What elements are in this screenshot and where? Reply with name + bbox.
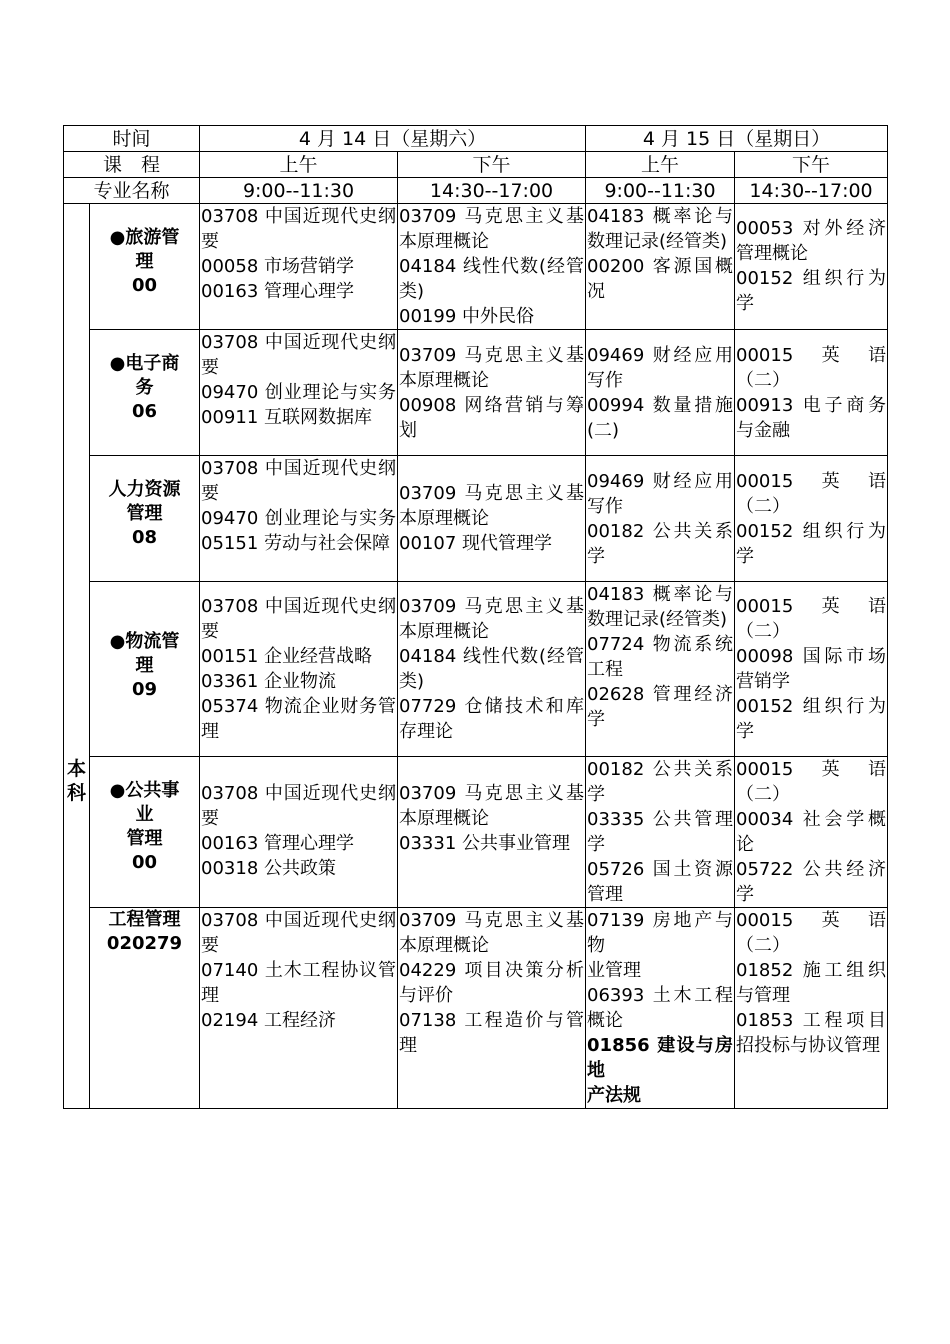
major-name <box>90 330 200 456</box>
cell-text: 03709 马克思主义基本原理概论 <box>399 783 585 829</box>
cell-text: 00015 英 语（二） <box>736 910 887 956</box>
level-cell <box>64 204 90 1109</box>
cell-text: 03708 中国近现代史纲要 <box>201 332 397 378</box>
day2-header: 4 月 15 日（星期日） <box>586 126 888 152</box>
cell-text: 00994 数量措施(二) <box>587 394 734 441</box>
major-label: 专业名称 <box>64 178 200 204</box>
course-cell <box>398 908 586 1109</box>
cell-text: 00 <box>131 852 158 873</box>
cell-text: 06393 土木工程概论 <box>587 985 734 1031</box>
course-cell <box>200 204 398 330</box>
table-row <box>64 582 888 757</box>
cell-text: 00015 英 语（二） <box>736 596 887 642</box>
cell-text: 00182 公共关系学 <box>587 520 734 567</box>
cell-text: 03361 企业物流 <box>201 671 336 692</box>
cell-text: 07139 房地产与物 <box>587 910 734 956</box>
cell-text: 00015 英 语（二） <box>736 470 887 517</box>
cell-text: 09469 财经应用写作 <box>587 470 734 517</box>
major-name <box>90 582 200 757</box>
cell-text: 04184 线性代数(经管类) <box>399 646 585 692</box>
cell-text: 00163 管理心理学 <box>201 281 354 302</box>
major-name <box>90 456 200 582</box>
course-cell <box>398 456 586 582</box>
course-cell <box>586 456 735 582</box>
cell-text: 00318 公共政策 <box>201 858 336 879</box>
cell-text: 00199 中外民俗 <box>399 306 534 327</box>
day1-am-time: 9:00--11:30 <box>200 178 398 204</box>
cell-text: 科 <box>66 782 86 804</box>
cell-text: 00053 对外经济管理概论 <box>736 218 887 264</box>
course-cell <box>735 456 888 582</box>
cell-text: 00182 公共关系学 <box>587 759 734 805</box>
cell-text: 00107 现代管理学 <box>399 533 552 554</box>
cell-text: 00098 国际市场营销学 <box>736 646 887 692</box>
cell-text: 04229 项目决策分析与评价 <box>399 960 585 1006</box>
cell-text: 05374 物流企业财务管理 <box>201 696 397 742</box>
day1-pm-time: 14:30--17:00 <box>398 178 586 204</box>
cell-text: 04183 概率论与数理记录(经管类) <box>587 206 734 252</box>
cell-text: 业管理 <box>587 960 642 981</box>
cell-text: 09470 创业理论与实务 05151 劳动与社会保障 <box>201 508 397 554</box>
cell-text: 理 <box>135 251 154 272</box>
cell-text: 07138 工程造价与管理 <box>399 1010 585 1056</box>
exam-schedule-table <box>63 125 888 1109</box>
cell-text: 09470 创业理论与实务 00911 互联网数据库 <box>201 382 397 428</box>
course-cell <box>200 908 398 1109</box>
cell-text: 00015 英 语（二） <box>736 344 887 391</box>
day1-am-label: 上午 <box>200 152 398 178</box>
header-row-dates <box>64 126 888 152</box>
cell-text: 06 <box>131 401 158 422</box>
cell-text: 工程管理 <box>108 909 181 930</box>
cell-text: ●旅游管 <box>109 227 180 248</box>
cell-text: 03708 中国近现代史纲要 <box>201 458 397 504</box>
cell-text: 00152 组织行为学 <box>736 696 887 742</box>
course-cell <box>398 330 586 456</box>
course-cell <box>398 582 586 757</box>
cell-text: 03709 马克思主义基本原理概论 <box>399 344 585 391</box>
cell-text: 管理 <box>126 503 163 524</box>
day2-pm-label: 下午 <box>735 152 888 178</box>
day2-am-time: 9:00--11:30 <box>586 178 735 204</box>
cell-text: 00152 组织行为学 <box>736 520 887 567</box>
cell-text: 07724 物流系统工程 <box>587 634 734 680</box>
cell-text: 09 <box>131 679 158 700</box>
cell-text: 03335 公共管理学 <box>587 809 734 855</box>
cell-text: ●公共事 <box>109 780 180 801</box>
day2-pm-time: 14:30--17:00 <box>735 178 888 204</box>
cell-text: 人力资源 <box>108 479 181 500</box>
cell-text: 00 <box>131 275 158 296</box>
course-cell <box>586 757 735 908</box>
cell-text: 00151 企业经营战略 <box>201 646 372 667</box>
cell-text: 00913 电子商务与金融 <box>736 394 887 441</box>
cell-text: 03708 中国近现代史纲要 <box>201 596 397 642</box>
major-name <box>90 204 200 330</box>
cell-text: 本 <box>66 758 86 780</box>
cell-text: 00034 社会学概论 <box>736 809 887 855</box>
cell-text: 02194 工程经济 <box>201 1010 336 1031</box>
cell-text: 07140 土木工程协议管理 <box>201 960 397 1006</box>
cell-text: 03708 中国近现代史纲要 <box>201 783 397 829</box>
table-row <box>64 330 888 456</box>
course-cell <box>398 204 586 330</box>
cell-text: 务 <box>135 377 154 398</box>
table-row <box>64 456 888 582</box>
cell-text: 00908 网络营销与筹划 <box>399 394 585 441</box>
cell-text: 00058 市场营销学 <box>201 256 354 277</box>
table-row <box>64 204 888 330</box>
course-cell <box>735 582 888 757</box>
header-row-times <box>64 178 888 204</box>
cell-text: 05722 公共经济学 <box>736 859 887 905</box>
cell-text: ●物流管 <box>109 631 180 652</box>
cell-text: 03709 马克思主义基本原理概论 <box>399 910 585 956</box>
cell-text: 03708 中国近现代史纲要 <box>201 910 397 956</box>
cell-text: 03331 公共事业管理 <box>399 833 570 854</box>
cell-text: 01853 工程项目招投标与协议管理 <box>736 1010 887 1056</box>
course-cell <box>200 456 398 582</box>
cell-text: 03709 马克思主义基本原理概论 <box>399 483 585 529</box>
cell-text: 020279 <box>106 933 183 954</box>
day1-pm-label: 下午 <box>398 152 586 178</box>
day2-am-label: 上午 <box>586 152 735 178</box>
cell-text: 理 <box>135 655 154 676</box>
day1-header: 4 月 14 日（星期六） <box>200 126 586 152</box>
cell-text: 00200 客源国概况 <box>587 256 734 302</box>
course-cell <box>735 204 888 330</box>
course-cell <box>586 908 735 1109</box>
course-cell <box>586 330 735 456</box>
cell-text: 08 <box>131 527 158 548</box>
cell-text: 00163 管理心理学 <box>201 833 354 854</box>
cell-text: 05726 国土资源管理 <box>587 859 734 905</box>
table-row <box>64 908 888 1109</box>
course-cell <box>735 908 888 1109</box>
cell-text: 03709 马克思主义基本原理概论 <box>399 206 585 252</box>
time-label: 时间 <box>64 126 200 152</box>
cell-text: 产法规 <box>587 1085 642 1106</box>
cell-text: 01856 建设与房地 <box>587 1035 734 1081</box>
course-label: 课 程 <box>64 152 200 178</box>
table-row <box>64 757 888 908</box>
header-row-session <box>64 152 888 178</box>
major-name <box>90 757 200 908</box>
cell-text: 03709 马克思主义基本原理概论 <box>399 596 585 642</box>
cell-text: 09469 财经应用写作 <box>587 344 734 391</box>
cell-text: 02628 管理经济学 <box>587 684 734 730</box>
course-cell <box>200 582 398 757</box>
cell-text: 01852 施工组织与管理 <box>736 960 887 1006</box>
course-cell <box>586 204 735 330</box>
course-cell <box>735 330 888 456</box>
cell-text: 00152 组织行为学 <box>736 268 887 314</box>
course-cell <box>586 582 735 757</box>
course-cell <box>398 757 586 908</box>
cell-text: 管理 <box>126 828 163 849</box>
cell-text: 03708 中国近现代史纲要 <box>201 206 397 252</box>
cell-text: 04184 线性代数(经管类) <box>399 256 585 302</box>
cell-text: 00015 英 语（二） <box>736 759 887 805</box>
major-name <box>90 908 200 1109</box>
cell-text: 04183 概率论与数理记录(经管类) <box>587 584 734 630</box>
cell-text: 07729 仓储技术和库存理论 <box>399 696 585 742</box>
course-cell <box>735 757 888 908</box>
course-cell <box>200 757 398 908</box>
cell-text: 业 <box>135 804 154 825</box>
cell-text: ●电子商 <box>109 353 180 374</box>
course-cell <box>200 330 398 456</box>
